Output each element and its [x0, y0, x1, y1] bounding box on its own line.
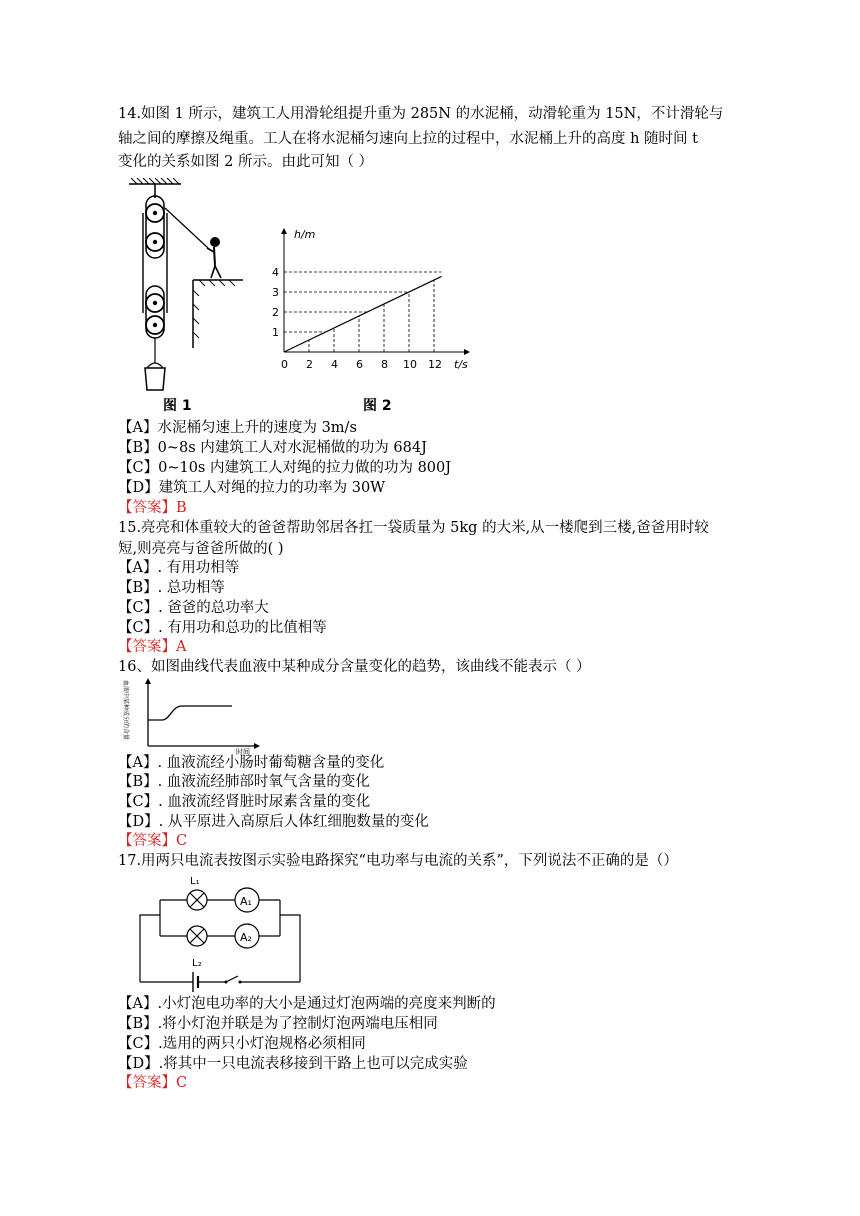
curve-ylabel: 血液中某种成分的含量 [122, 680, 129, 741]
q15-option-c: 【C】. 爸爸的总功率大 [118, 600, 269, 616]
q15-stem-line-1: 15.亮亮和体重较大的爸爸帮助邻居各扛一袋质量为 5kg 的大米,从一楼爬到三楼,爸爸用时较 [118, 520, 709, 536]
x-axis-arrow [464, 349, 470, 355]
q17-option-a: 【A】.小灯泡电功率的大小是通过灯泡两端的亮度来判断的 [118, 996, 496, 1012]
lamp-l2-label: L₂ [192, 958, 202, 969]
x-tick-label: 0 [281, 358, 288, 371]
x-tick-label: 8 [381, 358, 388, 371]
q16-answer: 【答案】C [118, 833, 188, 849]
q17-option-c: 【C】.选用的两只小灯泡规格必须相同 [118, 1036, 366, 1052]
figure-2-caption: 图 2 [363, 398, 392, 414]
blood-content-curve-figure [118, 676, 268, 754]
q15-stem-line-2: 短,则亮亮与爸爸所做的( ) [118, 541, 284, 557]
y-axis-arrow [281, 228, 287, 234]
q14-option-c: 【C】0~10s 内建筑工人对绳的拉力做的功为 800J [118, 460, 452, 476]
q15-option-b: 【B】. 总功相等 [118, 580, 225, 596]
x-axis-label: t/s [454, 358, 468, 371]
q14-stem-line-2: 轴之间的摩擦及绳重。工人在将水泥桶匀速向上拉的过程中，水泥桶上升的高度 h 随时间 t [118, 131, 698, 147]
x-tick-label: 6 [356, 358, 363, 371]
y-tick-label: 1 [272, 326, 279, 339]
height-time-graph [268, 222, 478, 377]
h-t-line [284, 276, 442, 352]
q14-answer: 【答案】B [118, 500, 187, 516]
q14-stem-line-1: 14.如图 1 所示，建筑工人用滑轮组提升重为 285N 的水泥桶，动滑轮重为 15N，不计滑轮与 [118, 106, 724, 122]
y-axis-label: h/m [294, 228, 316, 241]
q14-option-a: 【A】水泥桶匀速上升的速度为 3m/s [118, 420, 357, 436]
x-tick-label: 4 [331, 358, 338, 371]
q14-option-b: 【B】0~8s 内建筑工人对水泥桶做的功为 684J [118, 440, 427, 456]
q15-option-a: 【A】. 有用功相等 [118, 560, 240, 576]
q16-option-a: 【A】. 血液流经小肠时葡萄糖含量的变化 [118, 755, 385, 771]
y-tick-label: 3 [272, 286, 279, 299]
q15-answer: 【答案】A [118, 639, 187, 655]
x-tick-label: 12 [428, 358, 442, 371]
ammeter-a1-label: A₁ [240, 895, 252, 908]
q17-stem: 17.用两只电流表按图示实验电路探究“电功率与电流的关系”，下列说法不正确的是（） [118, 853, 678, 869]
q16-stem: 16、如图曲线代表血液中某种成分含量变化的趋势，该曲线不能表示（ ） [118, 659, 591, 675]
q16-option-b: 【B】. 血液流经肺部时氧气含量的变化 [118, 774, 370, 790]
q15-option-c2: 【C】. 有用功和总功的比值相等 [118, 620, 327, 636]
q17-option-b: 【B】.将小灯泡并联是为了控制灯泡两端电压相同 [118, 1016, 438, 1032]
circuit-diagram [130, 870, 310, 988]
lamp-l1-label: L₁ [190, 876, 200, 887]
q14-stem-line-3: 变化的关系如图 2 所示。由此可知（ ） [118, 154, 374, 170]
ammeter-a2-label: A₂ [240, 931, 252, 944]
q17-option-d: 【D】.将其中一只电流表移接到干路上也可以完成实验 [118, 1056, 468, 1072]
curve-xlabel: 时间 [236, 748, 250, 756]
y-tick-label: 2 [272, 306, 279, 319]
x-tick-label: 10 [403, 358, 417, 371]
x-tick-label: 2 [306, 358, 313, 371]
pulley-figure [125, 178, 245, 394]
q17-answer: 【答案】C [118, 1075, 188, 1091]
q16-option-d: 【D】. 从平原进入高原后人体红细胞数量的变化 [118, 814, 429, 830]
q16-option-c: 【C】. 血液流经肾脏时尿素含量的变化 [118, 794, 371, 810]
q14-option-d: 【D】建筑工人对绳的拉力的功率为 30W [118, 480, 386, 496]
y-tick-label: 4 [272, 266, 279, 279]
figure-1-caption: 图 1 [163, 398, 192, 414]
